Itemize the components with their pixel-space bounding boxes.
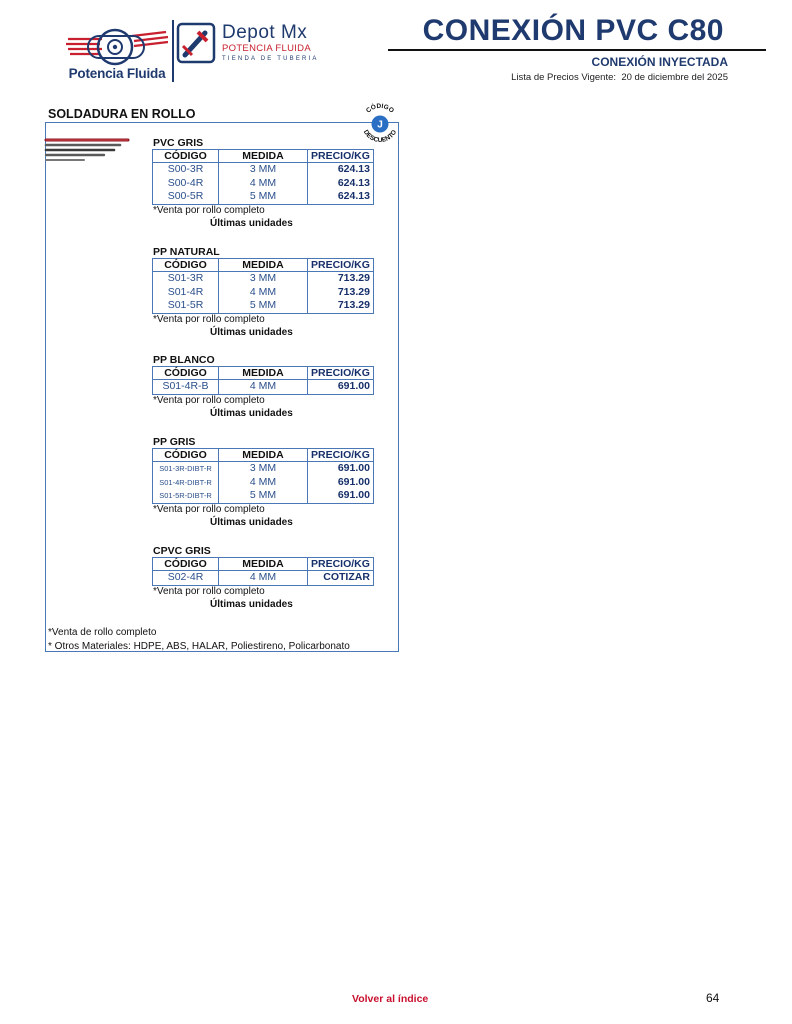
last-units-note: Últimas unidades [210,326,293,338]
product-size: 5 MM [219,190,308,204]
product-name: PP GRIS [153,436,196,448]
section-title: SOLDADURA EN ROLLO [48,107,196,121]
potencia-fluida-logo-text: Potencia Fluida [68,66,166,81]
product-size: 4 MM [219,286,308,300]
table-row [153,299,374,313]
price-table [152,258,374,314]
depot-mx-logo-icon [176,22,216,64]
column-header-code: CÓDIGO [153,449,219,462]
product-price: 624.13 [308,163,374,177]
table-row [153,190,374,204]
product-size: 3 MM [219,272,308,286]
price-table [152,557,374,586]
logo-divider [172,20,174,82]
table-header-row [153,150,374,163]
product-price: 713.29 [308,299,374,313]
product-code: S01-4R-DIBT-R [159,477,212,487]
product-block [152,436,402,530]
badge-letter: J [377,119,383,131]
sale-note: *Venta por rollo completo [153,503,265,515]
table-row [153,462,374,476]
product-price: 713.29 [308,286,374,300]
product-name: CPVC GRIS [153,545,211,557]
product-block [152,137,402,231]
last-units-note: Últimas unidades [210,217,293,229]
product-price: 713.29 [308,272,374,286]
product-code: S00-3R [167,163,204,175]
badge-bottom-text: DESCUENTO [361,128,399,145]
price-list-date: 20 de diciembre del 2025 [621,72,728,83]
last-units-note: Últimas unidades [210,407,293,419]
table-row [153,177,374,191]
product-code: S01-5R [167,299,204,311]
product-price: COTIZAR [308,571,374,586]
page-number: 64 [706,991,720,1005]
product-price: 691.00 [308,476,374,490]
product-block [152,246,402,340]
product-size: 5 MM [219,489,308,503]
product-name: PP NATURAL [153,246,220,258]
table-row [153,571,374,586]
column-header-code: CÓDIGO [153,558,219,571]
product-code: S01-5R-DIBT-R [159,491,212,500]
product-size: 3 MM [219,462,308,476]
product-price: 624.13 [308,177,374,191]
product-code: S02-4R [167,571,204,583]
sale-note: *Venta por rollo completo [153,394,265,406]
product-code: S00-4R [167,176,204,189]
column-header-price: PRECIO/KG [308,449,374,462]
sale-note: *Venta por rollo completo [153,204,265,216]
footer-notes [48,626,350,653]
price-table [152,149,374,205]
price-list-validity [420,72,728,83]
product-code: S00-5R [167,190,204,202]
column-header-code: CÓDIGO [153,259,219,272]
product-size: 3 MM [219,163,308,177]
product-price: 691.00 [308,489,374,503]
table-row [153,272,374,286]
product-size: 4 MM [219,571,308,586]
product-code: S01-3R [167,272,204,284]
footer-note: * Otros Materiales: HDPE, ABS, HALAR, Poliestireno, Policarbonato [48,640,350,652]
column-header-size: MEDIDA [219,259,308,272]
product-price: 691.00 [308,462,374,476]
product-code: S01-4R [167,285,204,298]
depot-mx-logo-tagline: POTENCIA FLUIDA [222,43,311,54]
product-code: S01-3R-DIBT-R [159,464,212,473]
column-header-price: PRECIO/KG [308,150,374,163]
table-header-row [153,449,374,462]
last-units-note: Últimas unidades [210,598,293,610]
product-block [152,354,402,421]
page-subtitle: CONEXIÓN INYECTADA [591,55,728,69]
table-row [153,286,374,300]
table-row [153,380,374,395]
sale-note: *Venta por rollo completo [153,313,265,325]
column-header-size: MEDIDA [219,558,308,571]
depot-mx-logo-store: TIENDA DE TUBERIA [222,56,319,62]
product-name: PVC GRIS [153,137,204,149]
product-block [152,545,402,612]
table-header-row [153,558,374,571]
sale-note: *Venta por rollo completo [153,585,265,597]
column-header-code: CÓDIGO [153,150,219,163]
column-header-price: PRECIO/KG [308,558,374,571]
product-name: PP BLANCO [153,354,215,366]
table-row [153,489,374,503]
price-list-label: Lista de Precios Vigente: [511,72,617,83]
welding-rod-icon [44,136,134,162]
product-size: 4 MM [219,380,308,395]
title-divider [388,49,766,51]
column-header-size: MEDIDA [219,449,308,462]
column-header-size: MEDIDA [219,150,308,163]
product-code: S01-4R-B [162,380,209,392]
depot-mx-logo-name: Depot Mx [222,22,308,43]
badge-top-text: CÓDIGO [364,102,396,115]
price-table [152,366,374,395]
column-header-price: PRECIO/KG [308,259,374,272]
table-row [153,163,374,177]
back-to-index-link[interactable]: Volver al índice [352,993,429,1005]
table-header-row [153,259,374,272]
table-header-row [153,367,374,380]
product-size: 4 MM [219,177,308,191]
footer-note: *Venta de rollo completo [48,627,157,638]
last-units-note: Últimas unidades [210,516,293,528]
column-header-price: PRECIO/KG [308,367,374,380]
price-table [152,448,374,504]
product-price: 691.00 [308,380,374,395]
product-size: 5 MM [219,299,308,313]
column-header-code: CÓDIGO [153,367,219,380]
svg-text:CÓDIGO [365,102,395,115]
product-size: 4 MM [219,476,308,490]
page-title: CONEXIÓN PVC C80 [422,14,724,47]
table-row [153,476,374,490]
product-price: 624.13 [308,190,374,204]
column-header-size: MEDIDA [219,367,308,380]
